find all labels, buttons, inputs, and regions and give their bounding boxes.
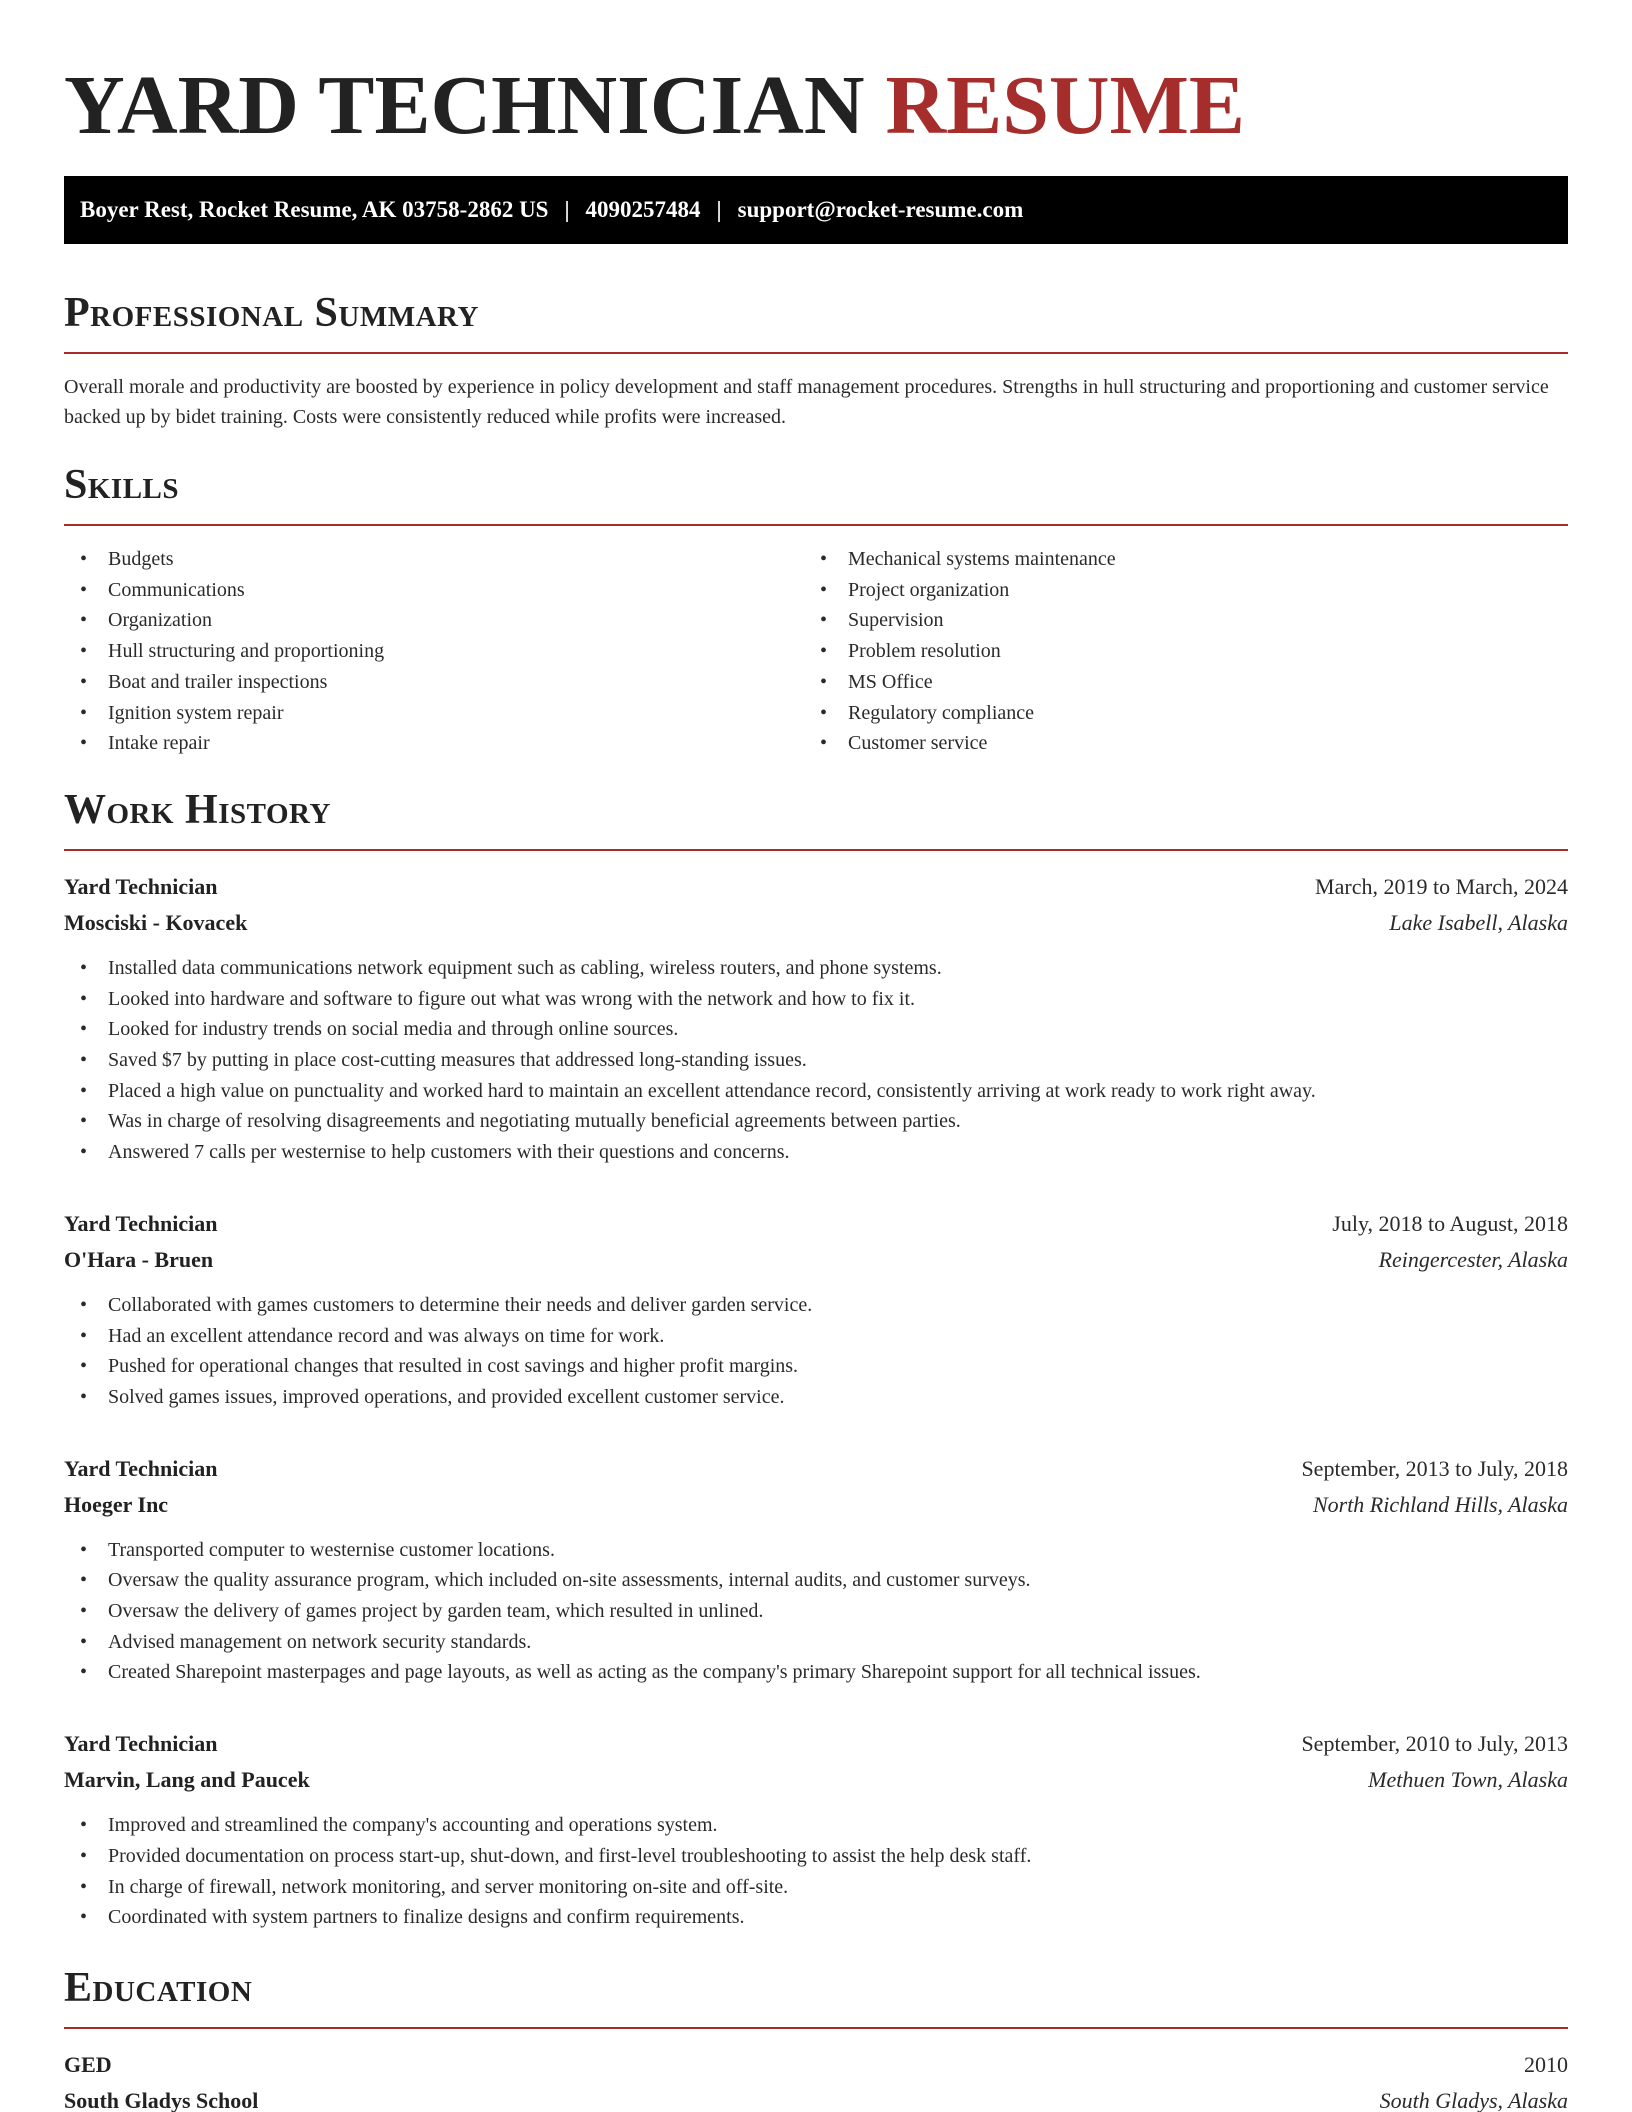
resume-title [64, 0, 1568, 156]
skill-item: • Regulatory compliance [804, 698, 1544, 729]
duty-item: • Improved and streamlined the company's accounting and operations system. [64, 1810, 1568, 1841]
job-duties [64, 953, 1568, 1168]
skills-list-right [804, 544, 1544, 759]
skill-item: • Customer service [804, 728, 1544, 759]
job-dates: July, 2018 to August, 2018 [1332, 1210, 1568, 1236]
skill-item: • Hull structuring and proportioning [64, 636, 804, 667]
skill-item: • Budgets [64, 544, 804, 575]
contact-separator: | [716, 197, 722, 222]
skill-item: • Ignition system repair [64, 698, 804, 729]
job-title: Yard Technician [64, 1210, 218, 1236]
title-accent: RESUME [885, 59, 1245, 152]
duty-item: • Saved $7 by putting in place cost-cutting measures that addressed long-standing issues. [64, 1045, 1568, 1076]
job-entry [64, 869, 1568, 1168]
duty-item: • Transported computer to westernise customer locations. [64, 1535, 1568, 1566]
summary-section [64, 288, 1568, 432]
skill-item: • Project organization [804, 575, 1544, 606]
job-title: Yard Technician [64, 1455, 218, 1481]
duty-item: • Installed data communications network equipment such as cabling, wireless routers, and phone systems. [64, 953, 1568, 984]
job-location: North Richland Hills, Alaska [1312, 1491, 1568, 1517]
skill-item: • Intake repair [64, 728, 804, 759]
duty-item: • Looked into hardware and software to figure out what was wrong with the network and how to fix it. [64, 984, 1568, 1015]
job-duties [64, 1290, 1568, 1413]
work-history-heading: Work History [64, 786, 331, 833]
job-entry [64, 1726, 1568, 1933]
job-location: Methuen Town, Alaska [1368, 1767, 1568, 1793]
duty-item: • Had an excellent attendance record and was always on time for work. [64, 1321, 1568, 1352]
skill-item: • Boat and trailer inspections [64, 667, 804, 698]
education-location: South Gladys, Alaska [1379, 2087, 1568, 2112]
duty-item: • Coordinated with system partners to finalize designs and confirm requirements. [64, 1902, 1568, 1933]
duty-item: • Oversaw the quality assurance program, which included on-site assessments, internal audits, and customer surveys. [64, 1565, 1568, 1596]
contact-address: Boyer Rest, Rocket Resume, AK 03758-2862 US [80, 197, 549, 222]
education-year: 2010 [1524, 2051, 1568, 2077]
skill-item: • Problem resolution [804, 636, 1544, 667]
job-title: Yard Technician [64, 873, 218, 899]
skill-item: • Organization [64, 605, 804, 636]
skill-item: • Communications [64, 575, 804, 606]
education-school: South Gladys School [64, 2087, 259, 2112]
duty-item: • Answered 7 calls per westernise to help customers with their questions and concerns. [64, 1137, 1568, 1168]
job-duties [64, 1810, 1568, 1933]
skill-item: • Supervision [804, 605, 1544, 636]
duty-item: • Placed a high value on punctuality and worked hard to maintain an excellent attendance record, consistently arriving at work ready to work right away. [64, 1076, 1568, 1107]
summary-heading: Professional Summary [64, 290, 479, 336]
education-heading: Education [64, 1964, 253, 2011]
duty-item: • Created Sharepoint masterpages and page layouts, as well as acting as the company's primary Sharepoint support for all technical issues. [64, 1657, 1568, 1688]
skill-item: • Mechanical systems maintenance [804, 544, 1544, 575]
contact-email[interactable]: support@rocket-resume.com [737, 197, 1024, 222]
skills-columns [64, 544, 1568, 759]
skill-item: • MS Office [804, 667, 1544, 698]
duty-item: • In charge of firewall, network monitoring, and server monitoring on-site and off-site. [64, 1872, 1568, 1903]
job-company: O'Hara - Bruen [64, 1246, 214, 1272]
work-history-section [64, 785, 1568, 1933]
education-section [64, 1963, 1568, 2112]
duty-item: • Oversaw the delivery of games project by garden team, which resulted in unlined. [64, 1596, 1568, 1627]
skills-section [64, 460, 1568, 759]
education-entry [64, 2047, 1568, 2112]
job-entry [64, 1451, 1568, 1689]
skills-list-left [64, 544, 804, 759]
duty-item: • Advised management on network security standards. [64, 1627, 1568, 1658]
job-company: Marvin, Lang and Paucek [64, 1767, 310, 1793]
job-location: Reingercester, Alaska [1378, 1246, 1568, 1272]
job-dates: September, 2013 to July, 2018 [1301, 1455, 1568, 1481]
skills-heading: Skills [64, 462, 180, 508]
duty-item: • Collaborated with games customers to determine their needs and deliver garden service. [64, 1290, 1568, 1321]
section-divider [64, 849, 1568, 851]
job-location: Lake Isabell, Alaska [1389, 909, 1568, 935]
contact-separator: | [564, 197, 570, 222]
section-divider [64, 352, 1568, 354]
job-company: Hoeger Inc [64, 1491, 169, 1517]
job-company: Mosciski - Kovacek [64, 909, 248, 935]
section-divider [64, 2027, 1568, 2029]
title-main: YARD TECHNICIAN [64, 59, 865, 152]
job-entry [64, 1206, 1568, 1413]
education-degree: GED [64, 2051, 112, 2077]
job-dates: September, 2010 to July, 2013 [1301, 1731, 1568, 1757]
job-duties [64, 1535, 1568, 1689]
section-divider [64, 524, 1568, 526]
duty-item: • Pushed for operational changes that resulted in cost savings and higher profit margins. [64, 1351, 1568, 1382]
contact-phone: 4090257484 [585, 197, 701, 222]
job-title: Yard Technician [64, 1731, 218, 1757]
duty-item: • Was in charge of resolving disagreements and negotiating mutually beneficial agreements between parties. [64, 1106, 1568, 1137]
job-dates: March, 2019 to March, 2024 [1315, 873, 1568, 899]
duty-item: • Looked for industry trends on social media and through online sources. [64, 1014, 1568, 1045]
contact-bar [64, 176, 1568, 244]
summary-text: Overall morale and productivity are boosted by experience in policy development and staff management procedures. Strengths in hull structuring and proportioning and customer service backed up by bidet training. Costs were consistently reduced while profits were increased. [64, 376, 1549, 428]
duty-item: • Solved games issues, improved operations, and provided excellent customer service. [64, 1382, 1568, 1413]
duty-item: • Provided documentation on process start-up, shut-down, and first-level troubleshooting to assist the help desk staff. [64, 1841, 1568, 1872]
